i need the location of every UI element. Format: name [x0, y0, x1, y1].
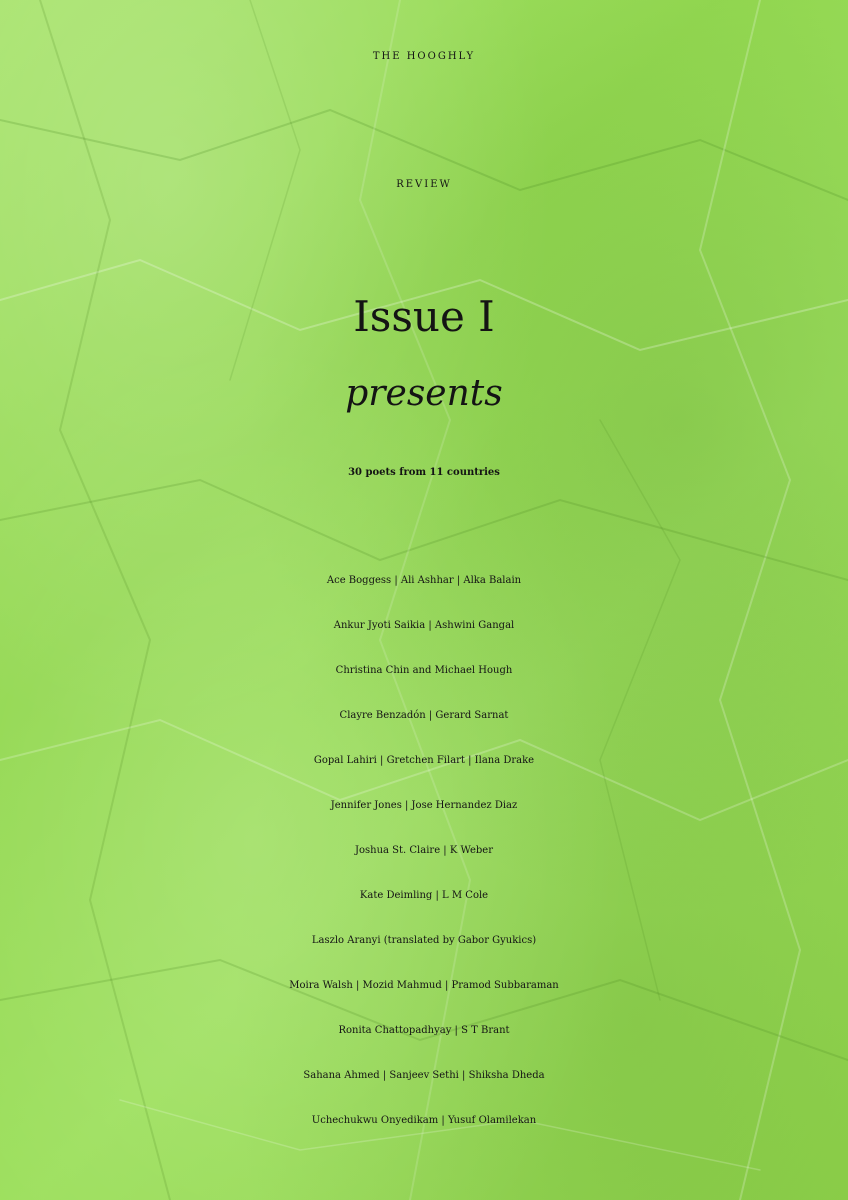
poet-list	[0, 558, 848, 1143]
headline: 30 poets from 11 countries	[348, 467, 500, 478]
issue-label: Issue I	[353, 292, 495, 341]
poet-line: Clayre Benzadón | Gerard Sarnat	[339, 710, 509, 721]
poet-line: Joshua St. Claire | K Weber	[355, 845, 493, 856]
poet-line: Jennifer Jones | Jose Hernandez Diaz	[330, 800, 518, 811]
poet-line: Ronita Chattopadhyay | S T Brant	[338, 1025, 510, 1036]
poet-line: Laszlo Aranyi (translated by Gabor Gyukics)	[311, 935, 537, 946]
poet-line: Ankur Jyoti Saikia | Ashwini Gangal	[333, 620, 515, 631]
poet-line: Moira Walsh | Mozid Mahmud | Pramod Subbaraman	[289, 980, 559, 991]
title-line-1: THE HOOGHLY	[372, 51, 476, 62]
poet-line: Christina Chin and Michael Hough	[335, 665, 513, 676]
presents-label: presents	[345, 373, 503, 414]
poet-line: Gopal Lahiri | Gretchen Filart | Ilana Drake	[313, 755, 535, 766]
poet-line: Kate Deimling | L M Cole	[359, 890, 489, 901]
poet-line: Sahana Ahmed | Sanjeev Sethi | Shiksha Dheda	[303, 1070, 545, 1081]
poet-line: Uchechukwu Onyedikam | Yusuf Olamilekan	[311, 1115, 537, 1126]
poet-line: Ace Boggess | Ali Ashhar | Alka Balain	[326, 575, 522, 586]
title-line-2: REVIEW	[396, 179, 452, 190]
